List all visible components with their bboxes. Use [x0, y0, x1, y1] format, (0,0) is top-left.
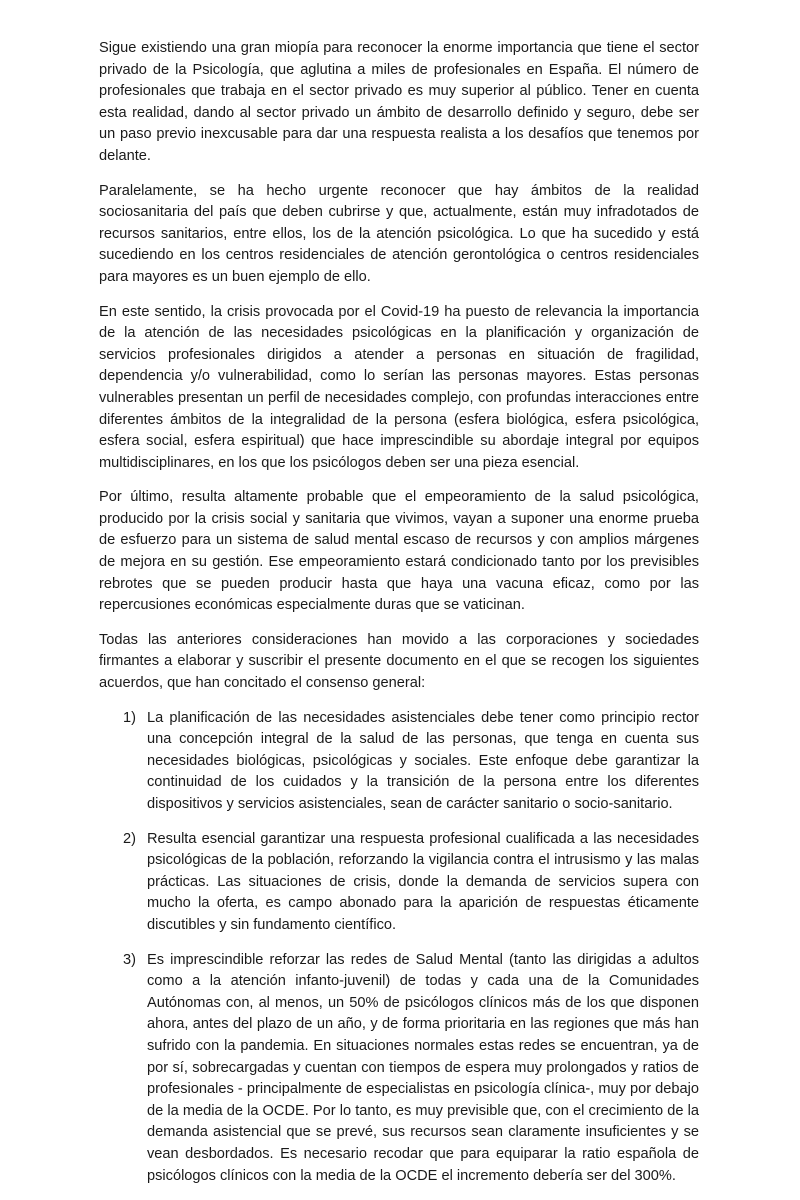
list-item-text: La planificación de las necesidades asistenciales debe tener como principio rector una concepción integral de la salud de las personas, que tenga en cuenta sus necesidades biológicas, psicológicas y sociales. Este enfoque debe garantizar la continuidad de los cuidados y la transición de la persona entre los diferentes dispositivos y servicios asistenciales, sean de carácter sanitario o socio-sanitario. — [147, 709, 699, 812]
list-item — [99, 829, 699, 937]
agreements-list — [99, 708, 699, 1187]
paragraph-sociosanitary: Paralelamente, se ha hecho urgente reconocer que hay ámbitos de la realidad sociosanitaria del país que deben cubrirse y que, actualmente, están muy infradotados de recursos sanitarios, entre ellos, los de la atención psicológica. Lo que ha sucedido y está sucediendo en los centros residenciales de atención gerontológica o centros residenciales para mayores es un buen ejemplo de ello. — [99, 182, 699, 285]
list-item — [99, 708, 699, 816]
list-item-number: 2) — [123, 830, 136, 847]
paragraph-private-sector: Sigue existiendo una gran miopía para reconocer la enorme importancia que tiene el sector privado de la Psicología, que aglutina a miles de profesionales en España. El número de profesionales que trabaja en el sector privado es muy superior al público. Tener en cuenta esta realidad, dando al sector privado un ámbito de desarrollo definido y seguro, debe ser un paso previo inexcusable para dar una respuesta realista a los desafíos que tenemos por delante. — [99, 40, 699, 164]
list-item-text: Resulta esencial garantizar una respuesta profesional cualificada a las necesidades psicológicas de la población, reforzando la vigilancia contra el intrusismo y las malas prácticas. Las situaciones de crisis, donde la demanda de servicios supera con mucho la oferta, es campo abonado para la aparición de respuestas éticamente discutibles y sin fundamento científico. — [147, 830, 699, 933]
list-item-text: Es imprescindible reforzar las redes de Salud Mental (tanto las dirigidas a adultos como a la atención infanto-juvenil) de todas y cada una de la Comunidades Autónomas con, al menos, un 50% de psicólogos clínicos más de los que disponen ahora, antes del plazo de un año, y de forma prioritaria en las regiones que más han sufrido con la pandemia. En situaciones normales estas redes se encuentran, ya de por sí, sobrecargadas y cuentan con tiempos de espera muy prolongados y ratios de profesionales - principalmente de especialistas en psicología clínica-, muy por debajo de la media de la OCDE. Por lo tanto, es muy previsible que, con el crecimiento de la demanda asistencial que se prevé, sus recursos sean claramente insuficientes y se vean desbordados. Es necesario recodar que para equiparar la ratio española de psicólogos clínicos con la media de la OCDE el incremento debería ser del 300%. — [147, 951, 699, 1184]
paragraph-agreements-intro: Todas las anteriores consideraciones han movido a las corporaciones y sociedades firmantes a elaborar y suscribir el presente documento en el que se recogen los siguientes acuerdos, que han concitado el consenso general: — [99, 631, 699, 692]
list-item-number: 3) — [123, 951, 136, 968]
list-item — [99, 950, 699, 1188]
document-page — [99, 38, 699, 1200]
list-item-number: 1) — [123, 709, 136, 726]
paragraph-mental-health: Por último, resulta altamente probable que el empeoramiento de la salud psicológica, producido por la crisis social y sanitaria que vivimos, vayan a suponer una enorme prueba de esfuerzo para un sistema de salud mental escaso de recursos y con amplios márgenes de mejora en su gestión. Ese empeoramiento estará condicionado tanto por los previsibles rebrotes que se pueden producir hasta que haya una vacuna eficaz, como por las repercusiones económicas especialmente duras que se vaticinan. — [99, 489, 699, 614]
paragraph-covid-crisis: En este sentido, la crisis provocada por el Covid-19 ha puesto de relevancia la importancia de la atención de las necesidades psicológicas en la planificación y organización de servicios profesionales dirigidos a atender a personas en situación de fragilidad, dependencia y/o vulnerabilidad, como lo serían las personas mayores. Estas personas vulnerables presentan un perfil de necesidades complejo, con profundas interacciones entre diferentes ámbitos de la integralidad de la persona (esfera biológica, esfera psicológica, esfera social, esfera espiritual) que hace imprescindible su abordaje integral por equipos multidisciplinares, en los que los psicólogos deben ser una pieza esencial. — [99, 303, 699, 471]
